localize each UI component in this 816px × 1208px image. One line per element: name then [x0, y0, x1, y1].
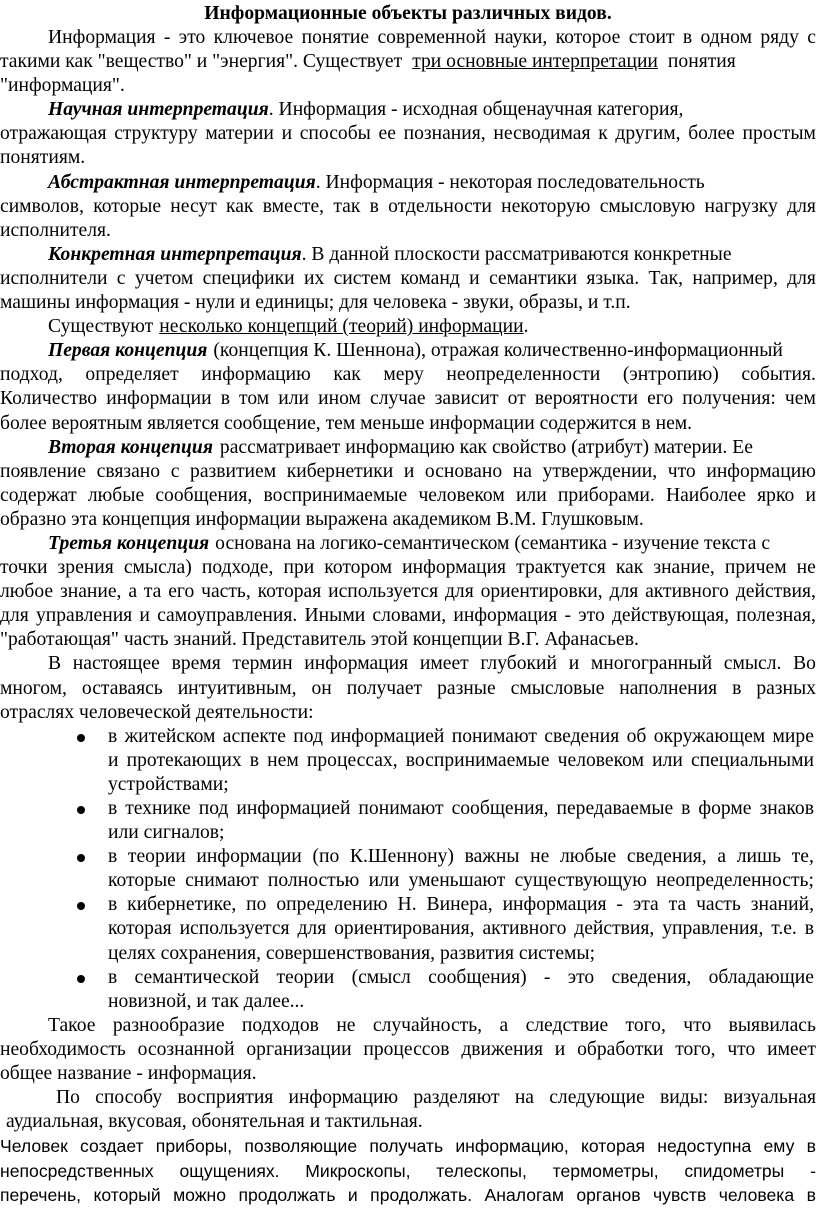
abstract-term: Абстрактная интерпретация [48, 171, 316, 193]
scientific-term: Научная интерпретация [48, 99, 269, 121]
document-body [0, 26, 816, 1207]
abstract-text-3: исполнителя. [0, 219, 111, 241]
abstract-line-3 [0, 219, 816, 243]
concrete-text-1: . В данной плоскости рассматриваются конкретные [301, 243, 732, 265]
third-term: Третья концепция [48, 532, 210, 554]
abstract-paragraph [0, 171, 816, 243]
present-text-3: отраслях человеческой деятельности: [0, 701, 314, 723]
perception-paragraph [0, 1086, 816, 1134]
second-text-3: содержат любые сообщения, воспринимаемые человеком или приборами. Наиболее ярко и [0, 484, 816, 506]
bullet-3-text-1: в теории информации (по К.Шеннону) важны не любые сведения, а лишь те, [108, 846, 814, 868]
bullet-list [0, 725, 816, 1014]
concepts-suffix: . [523, 316, 529, 338]
first-line-3 [0, 387, 816, 411]
abstract-line-2 [0, 195, 816, 219]
bullet-5-text-1: в семантической теории (смысл сообщения) - это сведения, обладающие [108, 966, 814, 988]
first-text-2: подход, определяет информацию как меру неопределенности (энтропию) события. [0, 364, 816, 386]
concepts-intro-line [0, 315, 816, 339]
scientific-text-2: отражающая структуру материи и способы ее познания, несводимая к другим, более простым [0, 123, 816, 145]
concrete-term: Конкретная интерпретация [48, 243, 302, 265]
list-item [0, 966, 816, 1014]
bullet-1-line-3 [0, 773, 816, 797]
intro-line-1 [0, 26, 816, 50]
bullet-1-line-1 [0, 725, 816, 749]
first-text-3: Количество информации в том или ином случае зависит от вероятности его получения: чем [0, 388, 816, 410]
second-line-2 [0, 460, 816, 484]
present-text-2: многом, оставаясь интуитивным, он получает разные смысловые наполнения в разных [0, 677, 816, 699]
concrete-line-2 [0, 267, 816, 291]
devices-text-3: перечень, который можно продолжать и продолжать. Аналогам органов чувств человека в [0, 1185, 816, 1206]
second-line-3 [0, 484, 816, 508]
third-text-1: основана на логико-семантическом (семантика - изучение текста с [215, 532, 771, 554]
scientific-paragraph [0, 98, 816, 170]
first-concept-paragraph [0, 339, 816, 435]
intro-line-3 [0, 74, 816, 98]
perception-line-1 [0, 1086, 816, 1110]
list-item [0, 845, 816, 893]
bullet-4-text-3: целях сохранения, совершенствования, развития системы; [108, 942, 596, 964]
concrete-text-2: исполнители с учетом специфики их систем команд и семантики языка. Так, например, для [0, 267, 816, 289]
bullet-4-line-2 [0, 917, 816, 941]
bullet-1-text-2: и протекающих в нем процессах, воспринимаемые человеком или специальными [108, 749, 814, 771]
first-text-4: более вероятным является сообщение, тем меньше информации содержится в нем. [0, 412, 693, 434]
intro-paragraph [0, 26, 816, 98]
scientific-line-2 [0, 122, 816, 146]
devices-text-1: Человек создает приборы, позволяющие получать информацию, которая недоступна ему в [0, 1136, 816, 1157]
abstract-text-2: символов, которые несут как вместе, так в отдельности некоторую смысловую нагрузку для [0, 195, 816, 217]
devices-line-2 [0, 1159, 816, 1183]
third-text-5: "работающая" часть знаний. Представитель этой концепции В.Г. Афанасьев. [0, 629, 639, 651]
three-interpretations-link[interactable]: три основные интерпретации [412, 51, 658, 73]
bullet-3-text-2: которые снимают полностью или уменьшают существующую неопределенность; [108, 870, 814, 892]
list-item [0, 725, 816, 797]
perception-text-1: По способу восприятия информацию разделяют на следующие виды: визуальная [56, 1087, 816, 1109]
concrete-line-3 [0, 291, 816, 315]
second-line-1 [0, 436, 816, 460]
abstract-text-1: . Информация - некоторая последовательность [315, 171, 705, 193]
bullet-5-text-2: новизной, и так далее... [108, 990, 305, 1012]
diversity-text-2: необходимость осознанной организации процессов движения и обработки того, что имеет [0, 1038, 816, 1060]
diversity-line-2 [0, 1038, 816, 1062]
devices-line-3 [0, 1183, 816, 1207]
bullet-2-line-2 [0, 821, 816, 845]
bullet-5-line-1 [0, 966, 816, 990]
perception-text-2: аудиальная, вкусовая, обонятельная и тактильная. [6, 1111, 423, 1133]
devices-text-2: непосредственных ощущениях. Микроскопы, телескопы, термометры, спидометры - [0, 1160, 816, 1181]
list-item [0, 797, 816, 845]
intro-text-3: понятия [667, 51, 736, 73]
diversity-line-3 [0, 1062, 816, 1086]
concepts-link[interactable]: несколько концепций (теорий) информации [159, 316, 524, 338]
intro-text-1: Информация - это ключевое понятие современной науки, которое стоит в одном ряду с [48, 27, 816, 48]
present-paragraph [0, 652, 816, 724]
third-line-3 [0, 580, 816, 604]
bullet-2-line-1 [0, 797, 816, 821]
bullet-1-text-1: в житейском аспекте под информацией понимают сведения об окружающем мире [108, 725, 814, 747]
concrete-paragraph [0, 243, 816, 315]
scientific-line-1 [0, 98, 816, 122]
present-line-1 [0, 652, 816, 676]
second-text-2: появление связано с развитием кибернетики и основано на утверждении, что информацию [0, 460, 816, 482]
present-line-2 [0, 677, 816, 701]
bullet-4-text-1: в кибернетике, по определению Н. Винера, информация - эта та часть знаний, [108, 894, 814, 916]
scientific-text-3: понятиям. [0, 147, 86, 169]
present-line-3 [0, 701, 816, 725]
scientific-text-1: . Информация - исходная общенаучная категория, [268, 99, 684, 121]
third-concept-paragraph [0, 532, 816, 652]
perception-line-2 [0, 1110, 816, 1134]
third-line-4 [0, 604, 816, 628]
devices-line-1 [0, 1134, 816, 1158]
first-line-1 [0, 339, 816, 363]
document-title: Информационные объекты различных видов. [204, 3, 612, 24]
first-term: Первая концепция [48, 340, 208, 362]
third-line-1 [0, 532, 816, 556]
diversity-paragraph [0, 1014, 816, 1086]
abstract-line-1 [0, 171, 816, 195]
bullet-2-text-2: или сигналов; [108, 822, 225, 844]
second-text-4: образно эта концепция информации выражена академиком В.М. Глушковым. [0, 508, 644, 530]
second-concept-paragraph [0, 436, 816, 532]
bullet-2-text-1: в технике под информацией понимают сообщения, передаваемые в форме знаков [108, 798, 814, 819]
bullet-4-line-3 [0, 942, 816, 966]
third-text-3: любое знание, а та его часть, которая используется для ориентировки, для активного действия, [0, 581, 816, 603]
intro-text-2: такими как "вещество" и "энергия". Существует [0, 51, 403, 73]
bullet-1-text-3: устройствами; [108, 773, 229, 795]
intro-text-4: "информация". [0, 75, 125, 97]
second-term: Вторая концепция [48, 436, 213, 458]
present-text-1: В настоящее время термин информация имеет глубокий и многогранный смысл. Во [48, 653, 816, 675]
devices-paragraph [0, 1134, 816, 1207]
bullet-4-line-1 [0, 893, 816, 917]
first-line-2 [0, 363, 816, 387]
scientific-line-3 [0, 146, 816, 170]
concrete-line-1 [0, 243, 816, 267]
third-line-2 [0, 556, 816, 580]
diversity-text-3: общее название - информация. [0, 1063, 257, 1085]
intro-line-2 [0, 50, 816, 74]
concrete-text-3: машины информация - нули и единицы; для человека - звуки, образы, и т.п. [0, 292, 631, 314]
first-text-1: (концепция К. Шеннона), отражая количественно-информационный [213, 340, 783, 362]
bullet-icon [77, 806, 85, 814]
second-line-4 [0, 508, 816, 532]
list-item [0, 893, 816, 965]
second-text-1: рассматривает информацию как свойство (атрибут) материи. Ее [219, 436, 753, 458]
bullet-3-line-2 [0, 869, 816, 893]
diversity-line-1 [0, 1014, 816, 1038]
diversity-text-1: Такое разнообразие подходов не случайность, а следствие того, что выявилась [48, 1014, 816, 1036]
bullet-icon [77, 734, 85, 742]
bullet-1-line-2 [0, 749, 816, 773]
third-line-5 [0, 628, 816, 652]
bullet-3-line-1 [0, 845, 816, 869]
third-text-2: точки зрения смысла) подходе, при котором информация трактуется как знание, причем не [0, 557, 816, 579]
bullet-4-text-2: которая используется для ориентирования, активного действия, управления, т.е. в [108, 918, 814, 940]
bullet-icon [77, 975, 85, 983]
bullet-5-line-2 [0, 990, 816, 1014]
third-text-4: для управления и самоуправления. Иными словами, информация - это действующая, полезная, [0, 605, 816, 627]
concepts-prefix: Существуют [48, 316, 154, 338]
first-line-4 [0, 412, 816, 436]
